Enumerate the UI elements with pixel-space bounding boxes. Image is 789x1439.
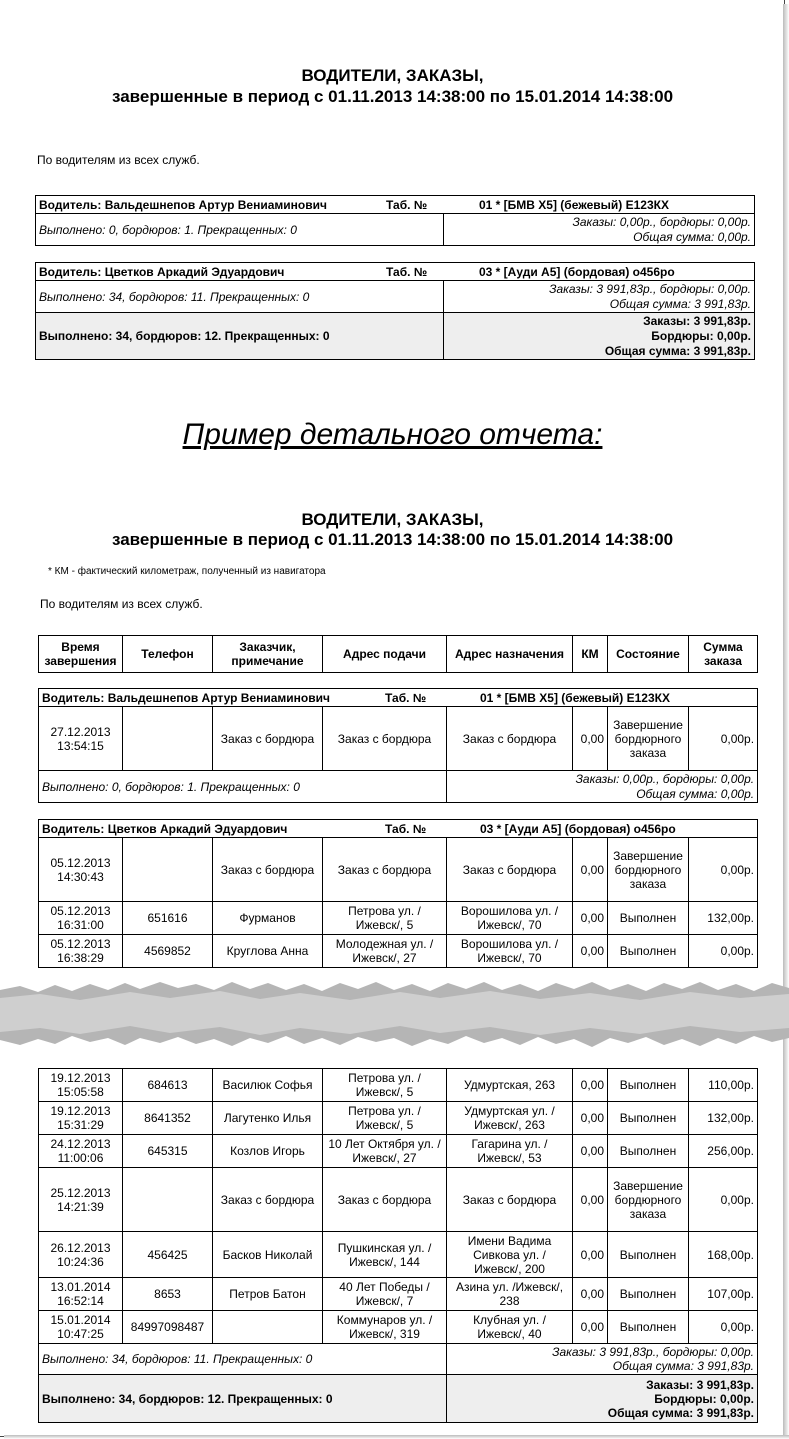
grand-orders: Заказы: 3 991,83р. — [646, 1377, 754, 1392]
detail-subtitle: завершенные в период с 01.11.2013 14:38:00 по 15.01.2014 14:38:00 — [111, 530, 674, 549]
driver-orders: Заказы: 0,00р., бордюры: 0,00р. — [575, 771, 755, 786]
cell-km: 0,00 — [573, 1311, 608, 1344]
car-info: 01 * [БМВ X5] (бежевый) Е123КХ — [480, 690, 670, 705]
cell-customer — [213, 1311, 323, 1344]
cell-status: Выполнен — [608, 935, 689, 968]
order-row — [39, 1168, 758, 1232]
cell-phone: 651616 — [123, 902, 213, 935]
driver-2-rows-bottom — [39, 1069, 758, 1344]
cell-time: 25.12.2013 14:21:39 — [39, 1168, 123, 1232]
summary-driver-2 — [35, 262, 755, 360]
km-note: * КМ - фактический километраж, полученный из навигатора — [48, 566, 326, 577]
driver-name: Водитель: Вальдешнепов Артур Вениаминович — [42, 690, 330, 705]
cell-destination: Удмуртская ул. /Ижевск/, 263 — [447, 1102, 573, 1135]
cell-sum: 107,00р. — [689, 1278, 758, 1311]
cell-phone: 456425 — [123, 1232, 213, 1278]
cell-phone: 8653 — [123, 1278, 213, 1311]
cell-status: Выполнен — [608, 1102, 689, 1135]
summary-driver-1 — [35, 195, 755, 246]
cell-phone: 684613 — [123, 1069, 213, 1102]
cell-sum: 256,00р. — [689, 1135, 758, 1168]
cell-pickup: Заказ с бордюра — [323, 1168, 447, 1232]
page-shadow — [783, 4, 789, 1439]
grand-borders: Бордюры: 0,00р. — [651, 328, 752, 343]
cell-customer: Василюк Софья — [213, 1069, 323, 1102]
order-row — [39, 707, 758, 771]
cell-time: 05.12.2013 16:31:00 — [39, 902, 123, 935]
cell-destination: Азина ул. /Ижевск/, 238 — [447, 1278, 573, 1311]
cell-km: 0,00 — [573, 1168, 608, 1232]
page-shadow-bottom — [4, 1435, 789, 1439]
cell-phone: 8641352 — [123, 1102, 213, 1135]
car-info: 01 * [БМВ X5] (бежевый) Е123КХ — [479, 197, 669, 212]
detail-column-headers — [38, 635, 758, 673]
cell-destination: Удмуртская, 263 — [447, 1069, 573, 1102]
cell-pickup: Пушкинская ул. /Ижевск/, 144 — [323, 1232, 447, 1278]
cell-sum: 0,00р. — [689, 1311, 758, 1344]
detail-driver-1 — [38, 688, 758, 803]
cell-destination: Клубная ул. /Ижевск/, 40 — [447, 1311, 573, 1344]
cell-phone: 645315 — [123, 1135, 213, 1168]
order-row — [39, 838, 758, 902]
grand-stats: Выполнено: 34, бордюров: 12. Прекращенных: 0 — [36, 313, 444, 360]
cell-pickup: Заказ с бордюра — [323, 838, 447, 902]
cell-sum: 168,00р. — [689, 1232, 758, 1278]
tab-label: Таб. № — [385, 821, 427, 836]
grand-stats: Выполнено: 34, бордюров: 12. Прекращенных: 0 — [39, 1375, 447, 1423]
tab-label: Таб. № — [386, 264, 428, 279]
cell-phone — [123, 707, 213, 771]
col-phone: Телефон — [123, 636, 213, 673]
detail-scope: По водителям из всех служб. — [40, 597, 203, 611]
grand-total: Общая сумма: 3 991,83р. — [607, 1405, 754, 1420]
cell-time: 19.12.2013 15:05:58 — [39, 1069, 123, 1102]
cell-destination: Заказ с бордюра — [447, 1168, 573, 1232]
cell-sum: 0,00р. — [689, 838, 758, 902]
cell-status: Выполнен — [608, 1069, 689, 1102]
driver-name: Водитель: Цветков Аркадий Эдуардович — [42, 821, 288, 836]
cell-customer: Заказ с бордюра — [213, 838, 323, 902]
cell-phone — [123, 838, 213, 902]
example-heading: Пример детального отчета: — [182, 418, 603, 451]
cell-customer: Лагутенко Илья — [213, 1102, 323, 1135]
cell-customer: Заказ с бордюра — [213, 1168, 323, 1232]
cell-customer: Круглова Анна — [213, 935, 323, 968]
cell-pickup: Молодежная ул. /Ижевск/, 27 — [323, 935, 447, 968]
grand-borders: Бордюры: 0,00р. — [654, 1391, 754, 1406]
cell-customer: Заказ с бордюра — [213, 707, 323, 771]
grand-total: Общая сумма: 3 991,83р. — [604, 343, 752, 358]
cell-status: Выполнен — [608, 902, 689, 935]
order-row — [39, 1311, 758, 1344]
cell-time: 05.12.2013 14:30:43 — [39, 838, 123, 902]
cell-status: Выполнен — [608, 1232, 689, 1278]
tab-label: Таб. № — [386, 197, 428, 212]
order-row — [39, 1069, 758, 1102]
driver-orders: Заказы: 3 991,83р., бордюры: 0,00р. — [552, 1345, 754, 1359]
cell-customer: Басков Николай — [213, 1232, 323, 1278]
tab-label: Таб. № — [385, 690, 427, 705]
detail-driver-2-bottom — [38, 1068, 758, 1423]
cell-status: Выполнен — [608, 1278, 689, 1311]
order-row — [39, 1278, 758, 1311]
cell-km: 0,00 — [573, 1135, 608, 1168]
driver-total: Общая сумма: 0,00р. — [633, 229, 752, 244]
cell-time: 19.12.2013 15:31:29 — [39, 1102, 123, 1135]
driver-total: Общая сумма: 0,00р. — [636, 786, 755, 801]
cell-km: 0,00 — [573, 707, 608, 771]
order-row — [39, 902, 758, 935]
cell-destination: Заказ с бордюра — [447, 838, 573, 902]
cell-km: 0,00 — [573, 1102, 608, 1135]
order-row — [39, 1232, 758, 1278]
driver-stats: Выполнено: 34, бордюров: 11. Прекращенных: 0 — [39, 1344, 447, 1375]
col-status: Состояние — [608, 636, 689, 673]
driver-orders: Заказы: 3 991,83р., бордюры: 0,00р. — [549, 281, 752, 296]
torn-paper-divider — [0, 968, 789, 1068]
summary-scope: По водителям из всех служб. — [37, 153, 200, 167]
cell-sum: 0,00р. — [689, 707, 758, 771]
order-row — [39, 1102, 758, 1135]
cell-destination: Ворошилова ул. /Ижевск/, 70 — [447, 902, 573, 935]
col-km: КМ — [573, 636, 608, 673]
col-sum: Сумма заказа — [689, 636, 758, 673]
col-destination: Адрес назначения — [447, 636, 573, 673]
cell-sum: 132,00р. — [689, 1102, 758, 1135]
cell-time: 05.12.2013 16:38:29 — [39, 935, 123, 968]
detail-title: ВОДИТЕЛИ, ЗАКАЗЫ, — [301, 510, 484, 529]
driver-orders: Заказы: 0,00р., бордюры: 0,00р. — [572, 214, 752, 229]
driver-total: Общая сумма: 3 991,83р. — [609, 296, 752, 311]
cell-pickup: Петрова ул. /Ижевск/, 5 — [323, 902, 447, 935]
cell-km: 0,00 — [573, 1278, 608, 1311]
cell-km: 0,00 — [573, 1069, 608, 1102]
cell-customer: Фурманов — [213, 902, 323, 935]
cell-pickup: Коммунаров ул. /Ижевск/, 319 — [323, 1311, 447, 1344]
cell-status: Выполнен — [608, 1135, 689, 1168]
cell-km: 0,00 — [573, 935, 608, 968]
driver-2-rows-top — [39, 838, 758, 968]
cell-pickup: Петрова ул. /Ижевск/, 5 — [323, 1102, 447, 1135]
cell-status: Завершение бордюрного заказа — [608, 1168, 689, 1232]
cell-pickup: 10 Лет Октября ул. /Ижевск/, 27 — [323, 1135, 447, 1168]
cell-destination: Заказ с бордюра — [447, 707, 573, 771]
cell-status: Выполнен — [608, 1311, 689, 1344]
cell-destination: Имени Вадима Сивкова ул. /Ижевск/, 200 — [447, 1232, 573, 1278]
driver-name: Водитель: Цветков Аркадий Эдуардович — [39, 264, 285, 279]
cell-km: 0,00 — [573, 1232, 608, 1278]
col-customer: Заказчик, примечание — [213, 636, 323, 673]
col-time: Время завершения — [39, 636, 123, 673]
car-info: 03 * [Ауди А5] (бордовая) о456ро — [480, 821, 676, 836]
col-pickup: Адрес подачи — [323, 636, 447, 673]
detail-driver-2-top — [38, 819, 758, 968]
summary-title: ВОДИТЕЛИ, ЗАКАЗЫ, — [301, 66, 484, 85]
cell-customer: Козлов Игорь — [213, 1135, 323, 1168]
cell-status: Завершение бордюрного заказа — [608, 838, 689, 902]
driver-total: Общая сумма: 3 991,83р. — [612, 1359, 754, 1373]
cell-time: 27.12.2013 13:54:15 — [39, 707, 123, 771]
cell-time: 24.12.2013 11:00:06 — [39, 1135, 123, 1168]
cell-time: 13.01.2014 16:52:14 — [39, 1278, 123, 1311]
cell-phone: 84997098487 — [123, 1311, 213, 1344]
cell-pickup: Петрова ул. /Ижевск/, 5 — [323, 1069, 447, 1102]
cell-sum: 0,00р. — [689, 1168, 758, 1232]
cell-destination: Гагарина ул. /Ижевск/, 53 — [447, 1135, 573, 1168]
cell-km: 0,00 — [573, 838, 608, 902]
cell-time: 15.01.2014 10:47:25 — [39, 1311, 123, 1344]
cell-pickup: 40 Лет Победы /Ижевск/, 7 — [323, 1278, 447, 1311]
cell-pickup: Заказ с бордюра — [323, 707, 447, 771]
cell-km: 0,00 — [573, 902, 608, 935]
order-row — [39, 1135, 758, 1168]
driver-stats: Выполнено: 0, бордюров: 1. Прекращенных: 0 — [36, 214, 444, 246]
grand-orders: Заказы: 3 991,83р. — [643, 313, 752, 328]
cell-destination: Ворошилова ул. /Ижевск/, 70 — [447, 935, 573, 968]
summary-subtitle: завершенные в период с 01.11.2013 14:38:00 по 15.01.2014 14:38:00 — [111, 87, 674, 106]
driver-name: Водитель: Вальдешнепов Артур Вениаминович — [39, 197, 327, 212]
cell-status: Завершение бордюрного заказа — [608, 707, 689, 771]
driver-1-rows — [39, 707, 758, 771]
cell-customer: Петров Батон — [213, 1278, 323, 1311]
cell-sum: 0,00р. — [689, 935, 758, 968]
cell-time: 26.12.2013 10:24:36 — [39, 1232, 123, 1278]
car-info: 03 * [Ауди А5] (бордовая) о456ро — [479, 264, 675, 279]
cell-phone — [123, 1168, 213, 1232]
order-row — [39, 935, 758, 968]
driver-stats: Выполнено: 0, бордюров: 1. Прекращенных: 0 — [39, 771, 447, 803]
driver-stats: Выполнено: 34, бордюров: 11. Прекращенных: 0 — [36, 281, 444, 313]
cell-phone: 4569852 — [123, 935, 213, 968]
cell-sum: 110,00р. — [689, 1069, 758, 1102]
cell-sum: 132,00р. — [689, 902, 758, 935]
